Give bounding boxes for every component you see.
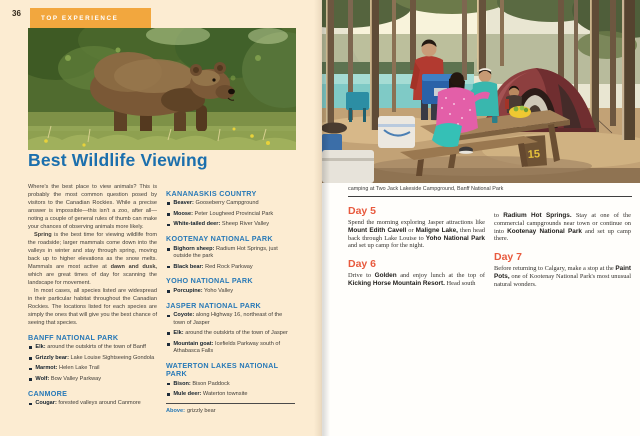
- species-name: Black bear:: [173, 263, 204, 270]
- section-heading: KOOTENAY NATIONAL PARK: [166, 234, 273, 244]
- species-location: Bow Valley Parkway: [49, 375, 102, 382]
- section-heading: CANMORE: [28, 388, 68, 398]
- species-location: Icefields Parkway south of Athabasca Falls: [173, 340, 281, 354]
- page-number: 36: [12, 9, 21, 18]
- itinerary-right-column: [494, 201, 631, 289]
- species-item: [166, 200, 295, 207]
- grizzly-bear-photo: [28, 28, 296, 150]
- above-label: Above:: [166, 408, 185, 415]
- species-location: Waterton townsite: [201, 391, 248, 398]
- bear-illustration: [28, 28, 296, 150]
- species-name: Elk:: [35, 344, 46, 351]
- species-location: around the outskirts of the town of Jasper: [183, 330, 288, 337]
- species-item: [166, 264, 295, 271]
- species-text: [35, 355, 154, 362]
- campsite-number: 15: [527, 148, 541, 161]
- species-text: [35, 376, 101, 383]
- species-text: [35, 344, 146, 351]
- camping-illustration: [322, 0, 640, 183]
- bullet-icon: [167, 213, 170, 216]
- species-item: [28, 376, 157, 383]
- bullet-icon: [167, 266, 170, 269]
- species-location: forested valleys around Canmore: [56, 400, 141, 407]
- caption-rule: [348, 196, 632, 197]
- page-right: [322, 0, 640, 436]
- bullet-icon: [167, 315, 170, 318]
- day-7-heading: Day 7: [494, 251, 523, 264]
- bullet-icon: [29, 357, 32, 360]
- banner-label: TOP EXPERIENCE: [41, 14, 119, 22]
- species-item: [28, 355, 157, 362]
- species-name: Marmot:: [35, 365, 58, 372]
- species-location: along Highway 16, northeast of the town of Jasper: [173, 312, 283, 326]
- intro-paragraph-3: In most cases, all species listed are widespread in their particular habitat throughout the Canadian Rockies. The locations listed for each species are simply the ones that will give you the best chance of seeing that species.: [28, 288, 157, 326]
- species-item: [166, 246, 295, 260]
- species-text: [173, 288, 233, 295]
- bullet-icon: [167, 224, 170, 227]
- species-location: Lake Louise Sightseeing Gondola: [68, 354, 155, 361]
- species-name: Moose:: [173, 210, 193, 217]
- species-name: Mule deer:: [173, 391, 202, 398]
- species-item: [166, 312, 295, 326]
- species-text: [35, 400, 140, 407]
- bullet-icon: [167, 343, 170, 346]
- species-name: Mountain goat:: [173, 340, 214, 347]
- top-experience-banner: [30, 8, 151, 28]
- bullet-icon: [167, 290, 170, 293]
- species-name: Grizzly bear:: [35, 354, 69, 361]
- bullet-icon: [167, 332, 170, 335]
- species-text: [173, 341, 295, 355]
- species-item: [166, 391, 295, 398]
- species-item: [28, 400, 157, 407]
- itinerary-left-column: [348, 201, 485, 289]
- section-heading: BANFF NATIONAL PARK: [28, 332, 119, 342]
- species-text: [173, 264, 252, 271]
- species-text: [173, 200, 258, 207]
- bullet-icon: [167, 393, 170, 396]
- bullet-icon: [29, 346, 32, 349]
- species-name: Porcupine:: [173, 288, 203, 294]
- species-sections-col1: [28, 334, 157, 408]
- species-item: [166, 288, 295, 295]
- species-item: [28, 365, 157, 372]
- photo-reference-note: [166, 403, 295, 414]
- species-location: Sheep River Valley: [220, 221, 270, 228]
- species-text: [173, 246, 295, 260]
- species-name: Bison:: [173, 380, 191, 387]
- species-text: [173, 211, 273, 218]
- section-heading: YOHO NATIONAL PARK: [166, 276, 253, 286]
- species-item: [166, 341, 295, 355]
- day-6-continued-text: to Radium Hot Springs. Stay at one of the commercial campgrounds near town or continue on into Kootenay National Park and set up camp there.: [494, 212, 631, 243]
- species-location: Bison Paddock: [190, 380, 230, 387]
- species-item: [28, 344, 157, 351]
- bullet-icon: [29, 378, 32, 381]
- above-text: grizzly bear: [186, 408, 216, 415]
- bullet-icon: [167, 383, 170, 386]
- species-name: Coyote:: [173, 312, 195, 319]
- photo-caption: camping at Two Jack Lakeside Campground, Banff National Park: [348, 186, 504, 192]
- intro-paragraph-1: Where's the best place to view animals? This is probably the most common question posed by visitors to the Canadian Rockies. While a precise answer is impossible—this isn't a zoo, after all—noting a couple of general rules of thumb can make your chances of observing animals more likely.: [28, 184, 157, 230]
- species-item: [166, 381, 295, 388]
- species-location: Peter Lougheed Provincial Park: [192, 210, 274, 217]
- species-item: [166, 211, 295, 218]
- day-6-heading: Day 6: [348, 258, 377, 271]
- species-name: Wolf:: [35, 375, 50, 382]
- day-5-text: Spend the morning exploring Jasper attractions like Mount Edith Cavell or Maligne Lake, then head back through Lake Louise to Yoho National Park and set up camp for the night.: [348, 219, 485, 250]
- species-item: [166, 221, 295, 228]
- day-6-text: Drive to Golden and enjoy lunch at the top of Kicking Horse Mountain Resort. Head south: [348, 272, 486, 287]
- species-name: Beaver:: [173, 200, 194, 207]
- species-name: Cougar:: [35, 400, 57, 407]
- section-heading: JASPER NATIONAL PARK: [166, 300, 262, 310]
- intro-paragraph-2: Spring is the best time for viewing wildlife from the roadside; larger mammals come down into the valleys in winter and stay through spring, moving back up to higher elevations as the snow melts. Mammals are most active at dawn and dusk, which are great times of day for scanning the landscape for movement.: [28, 232, 157, 286]
- camping-photo: [322, 0, 640, 183]
- wildlife-columns: [28, 183, 296, 414]
- species-text: [173, 330, 287, 337]
- section-heading: WATERTON LAKES NATIONAL PARK: [166, 360, 279, 378]
- day-7-text: Before returning to Calgary, make a stop at the Paint Pots, one of Kootenay National Park's most unusual natural wonders.: [494, 265, 631, 288]
- species-sections-col2: [166, 190, 295, 399]
- species-item: [166, 330, 295, 337]
- bullet-icon: [167, 248, 170, 251]
- species-text: [173, 391, 247, 398]
- species-text: [173, 312, 295, 326]
- species-text: [173, 381, 229, 388]
- species-text: [173, 221, 269, 228]
- bullet-icon: [29, 368, 32, 371]
- species-name: White-tailed deer:: [173, 221, 221, 228]
- wildlife-right-column: [166, 183, 295, 414]
- page-title: Best Wildlife Viewing: [28, 150, 208, 170]
- section-heading: KANANASKIS COUNTRY: [166, 188, 257, 198]
- species-name: Bighorn sheep:: [173, 245, 215, 252]
- species-location: around the outskirts of the town of Banff: [45, 344, 146, 351]
- species-location: Radium Hot Springs, just outside the park: [173, 245, 278, 259]
- species-text: [35, 365, 99, 372]
- bullet-icon: [167, 202, 170, 205]
- species-location: Yoho Valley: [202, 288, 233, 294]
- itinerary-columns: [348, 201, 632, 289]
- species-location: Helen Lake Trail: [57, 365, 100, 372]
- bullet-icon: [29, 403, 32, 406]
- species-name: Elk:: [173, 330, 184, 337]
- day-5-heading: Day 5: [348, 205, 377, 217]
- wildlife-left-column: [28, 183, 157, 414]
- species-location: Red Rock Parkway: [203, 263, 253, 270]
- species-location: Gooseberry Campground: [193, 200, 259, 207]
